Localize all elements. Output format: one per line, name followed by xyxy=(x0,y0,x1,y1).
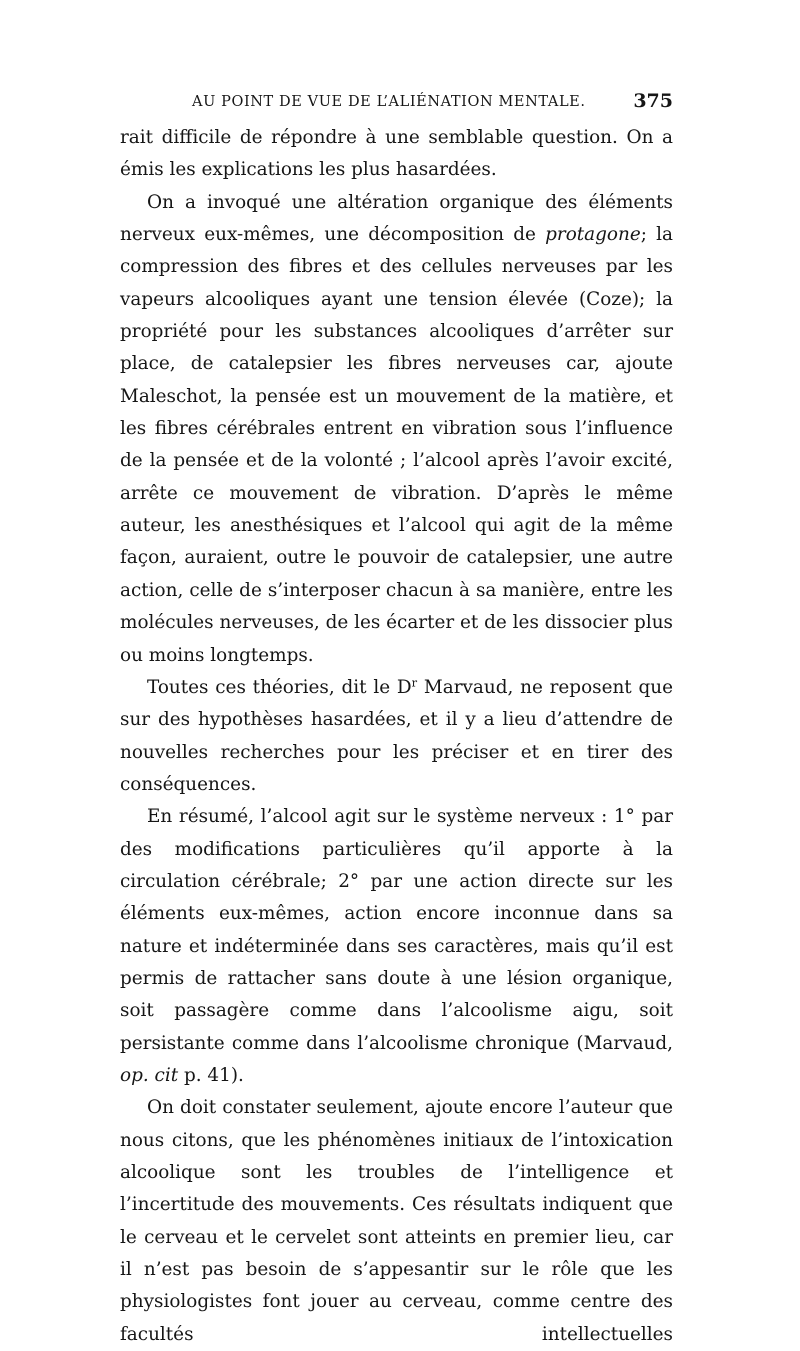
paragraph-text: ; la compression des fibres et des cellules nerveuses par les vapeurs alcooliques ayant une tension élevée (Coze); la propriété pour les substances alcooliques d’arrêter sur place, de catalepsier les fibres nerveuses car, ajoute Maleschot, la pensée est un mouvement de la matière, et les fibres cérébrales entrent en vibration sous l’influence de la pensée et de la volonté ; l’alcool après l’avoir excité, arrête ce mouvement de vibration. D’après le même auteur, les anesthésiques et l’alcool qui agit de la même façon, auraient, outre le pouvoir de catalepsier, une autre action, celle de s’interposer chacun à sa manière, entre les molécules nerveuses, de les écarter et de les dissocier plus ou moins longtemps. xyxy=(120,224,673,666)
running-title: AU POINT DE VUE DE L’ALIÉNATION MENTALE. xyxy=(192,94,586,110)
paragraph-continuation: rait difficile de répondre à une semblable question. On a émis les explications les plus hasardées. xyxy=(120,127,673,181)
paragraph-text: Toutes ces théories, dit le D xyxy=(147,676,412,698)
paragraph-text: En résumé, l’alcool agit sur le système nerveux : 1° par des modifications particulières qu’il apporte à la circulation cérébrale; 2° par une action directe sur les éléments eux-mêmes, action encore inconnue dans sa nature et indéterminée dans ses caractères, mais qu’il est permis de rattacher sans doute à une lésion organique, soit passagère comme dans l’alcoolisme aigu, soit persistante comme dans l’alcoolisme chronique (Marvaud, xyxy=(120,806,673,1054)
paragraph-text: On a invoqué une altération organique des éléments nerveux eux-mêmes, une décomposition de xyxy=(120,191,673,246)
page-number: 375 xyxy=(633,90,673,112)
superscript-r: r xyxy=(411,675,418,690)
running-head xyxy=(120,88,673,122)
paragraph-marvaud xyxy=(120,672,673,801)
paragraph-theories xyxy=(120,187,673,672)
paragraph-conclusion: On doit constater seulement, ajoute encore l’auteur que nous citons, que les phénomènes initiaux de l’intoxication alcoolique sont les troubles de l’intelligence et l’incertitude des mouvements. Ces résultats indiquent que le cerveau et le cervelet sont atteints en premier lieu, car il n’est pas besoin de s’appesantir sur le rôle que les physiologistes font jouer au cerveau, comme centre des facultés intellectuelles xyxy=(120,1097,673,1345)
body-text xyxy=(120,122,673,1351)
paragraph-text: p. 41). xyxy=(178,1064,244,1086)
italic-citation: op. cit xyxy=(120,1064,179,1086)
paragraph-text: Marvaud, ne reposent que sur des hypothèses hasardées, et il y a lieu d’attendre de nouvelles recherches pour les préciser et en tirer des conséquences. xyxy=(120,676,673,795)
italic-term-protagone: protagone xyxy=(545,224,641,246)
paragraph-summary xyxy=(120,801,673,1092)
book-page xyxy=(120,88,673,1351)
